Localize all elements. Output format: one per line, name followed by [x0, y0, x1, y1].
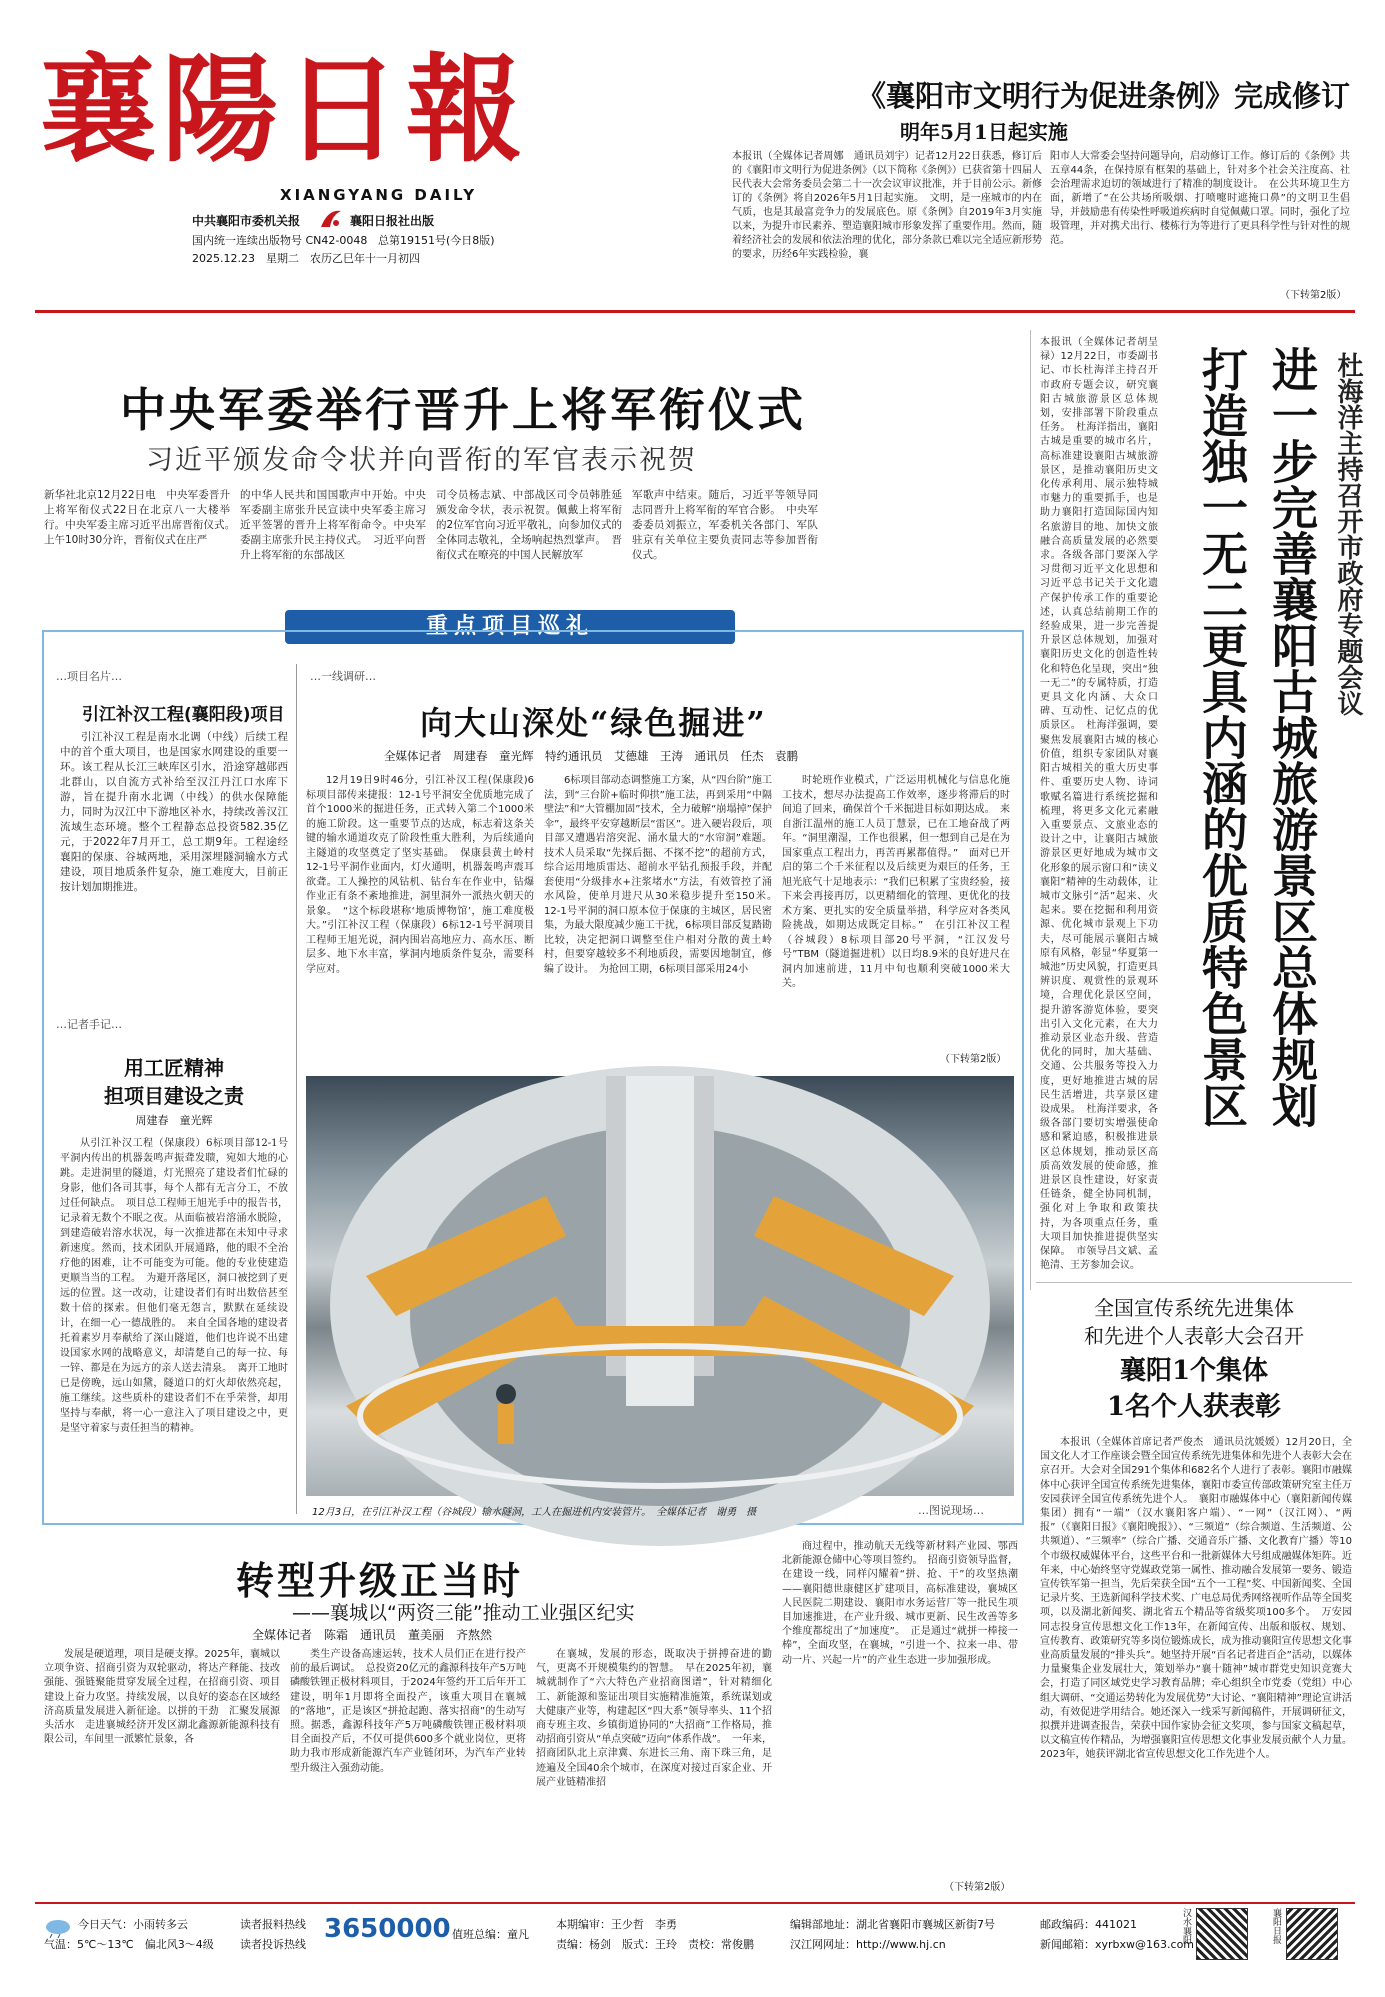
issue-date: 2025.12.23 星期二 农历乙巳年十一月初四 — [192, 252, 420, 265]
transform-byline: 全媒体记者 陈霜 通讯员 董美丽 齐熬然 — [252, 1628, 493, 1642]
hotline-label-1: 读者报料热线 — [240, 1918, 306, 1931]
military-col2: 的中华人民共和国国歌声中开始。中央军委副主席张升民宣读中央军委主席习近平签署的晋升上将军衔命令。中央军委副主席张升民主持仪式。 习近平向晋升上将军衔的东部战区 — [240, 489, 426, 561]
military-title: 中央军委举行晋升上将军衔仪式 — [120, 383, 806, 437]
publisher-logo — [318, 207, 344, 231]
military-col1: 新华社北京12月22日电 中央军委晋升上将军衔仪式22日在北京八一大楼举行。中央军委主席习近平出席晋衔仪式。 上午10时30分许，晋衔仪式在庄严 — [44, 489, 241, 546]
editors-2: 责编：杨剑 版式：王玲 责校：常俊鹏 — [556, 1938, 754, 1951]
awards-rule — [1036, 1282, 1352, 1283]
top-story-title: 《襄阳市文明行为促进条例》完成修订 — [856, 79, 1350, 113]
editors: 本期编审：王少哲 李勇 — [556, 1918, 677, 1931]
dig-title: 向大山深处“绿色掘进” — [420, 704, 767, 742]
issue-number: 总第19151号(今日8版) — [378, 234, 495, 247]
photo-kicker: …图说现场… — [918, 1504, 984, 1517]
publisher: 襄阳日报社出版 — [350, 214, 435, 228]
project-title: 引江补汉工程(襄阳段)项目 — [82, 705, 285, 725]
section-banner: 重点项目巡礼 — [285, 610, 735, 644]
right-story-head: 杜海洋主持召开市政府专题会议 — [1333, 352, 1363, 716]
sponsor: 中共襄阳市委机关报 — [192, 214, 301, 228]
dig-jump: （下转第2版） — [940, 1054, 1007, 1065]
transform-col4: 商过程中，推动航天无线等新材料产业园、鄂西北新能源仓储中心等项目签约。 招商引资领导监督，在建设一线，同样闪耀着“拼、抢、干”的攻坚热潮——襄阳德世康健区扩建项目，高标准建设，襄城区人民医院二期建设、襄阳市水务运营厂等一批民生项目加速推进，在产业升级、城市更新、民生改善等多个维度都绽出了“加速度”。 正是通过“就拼一棒接一棒”，全面攻坚，在襄城，“引进一个、拉来一串、带动一片、兴起一片”的产业生态进一步加强形成。 — [782, 1541, 1018, 1666]
hotline-label-2: 读者投诉热线 — [240, 1938, 306, 1951]
weather-temp: 气温：5℃～13℃ 偏北风3～4级 — [44, 1938, 214, 1951]
notes-title-2: 担项目建设之责 — [104, 1084, 244, 1108]
notes-body: 从引江补汉工程（保康段）6标项目部12-1号平洞内传出的机器轰鸣声振聋发聩，宛如大地的心跳。走进洞里的隧道，灯光照亮了建设者们忙碌的身影，他们各司其事，每个人都有无言分工，不放过任何缺点。 项目总工程师王旭光手中的报告书，记录着无数个不眠之夜。从面临被岩溶涌水脱险，到建造破岩溶水状况，每一次推进都在未知中寻求新速度。然而，技术团队开展通路，他的眼不全治疗他的困难，让不可能变为可能。他的专业使建造更顺当当的工程。 为避开落尾区，洞口被挖到了更远的位置。这一改动，让建设者们有时出数倍甚至数十倍的探索。但他们毫无怨言，默默在延续设计，在细一心一德战胜的。 来自全国各地的建设者托着素岁月奉献给了深山隧道，他们也许说不出建设国家水网的战略意义，却清楚自己的每一拉、每一锌、都是在为远方的亲人送去清泉。 离开工地时已是傍晚，远山如黛，隧道口的灯火却依然亮起，施工继续。这些质朴的建设者们不在乎荣誉，却用坚持与奉献，将一心一意注入了项目建设之中，更是坚守着家与责任担当的精神。 — [60, 1138, 288, 1434]
right-story-title-1: 进一步完善襄阳古城旅游景区总体规划 — [1265, 346, 1319, 1128]
transform-jump: （下转第2版） — [944, 1882, 1011, 1893]
right-story-title-2: 打造独一无二更具内涵的优质特色景区 — [1195, 346, 1249, 1128]
editor-on-duty: 值班总编：童凡 — [452, 1928, 529, 1941]
qr-label-2: 襄阳日报 — [1271, 1908, 1281, 1944]
website: 汉江网网址：http://www.hj.cn — [790, 1938, 946, 1951]
dig-col3: 时轮班作业模式，广泛运用机械化与信息化施工技术，想尽办法提高工作效率，逐步将滞后的时间追了回来，确保首个千米掘进目标如期达成。 来自浙江温州的施工人员丁慧景，已在工地奋战了两年。“洞里潮湿，工作也很累，但一想到自己是在为国家重点工程出力，再苦再累都值得。” 面对已开启的第二个千米征程以及后续更为艰巨的任务，王旭光底气十足地表示：“我们已积累了宝贵经验，接下来会再接再厉，以更精细化的管理、更优化的技术方案、更扎实的安全质量举措，科学应对各类风险挑战，如期达成既定目标。” 在引江补汉工程（谷城段）8标项目部20号平洞，“江汉发号号”TBM（隧道掘进机）以日均8.9米的良好进尺在洞内加速前进，11月中旬也顺利突破1000米大关。 — [782, 775, 1010, 989]
notes-title-1: 用工匠精神 — [124, 1056, 224, 1080]
dig-col1: 12月19日9时46分，引江补汉工程(保康段)6标项目部传来捷报：12-1号平洞安全优质地完成了首个1000米的掘进任务，正式转入第二个1000米的施工阶段。这一重要节点的达成，标志着这条关键的输水通道攻克了阶段性重大胜利，为后续通向主隧道的攻坚奠定了坚实基础。 保康县黄土岭村12-1号平洞作业面内，灯火通明，机器轰鸣声震耳欲聋。工人操控的风钻机、钻台车在作业中，钻爆作业正有条不紊地推进，洞里洞外一派热火朝天的景象。 “这个标段堪称‘地质博物馆’，施工难度极大。”引江补汉工程（保康段）6标12-1号平洞项目工程师王旭光说，洞内围岩高地应力、高水压、断层多、地下水丰富，掌洞内地质条件复杂，需要科学应对。 — [306, 775, 534, 975]
masthead-english: XIANGYANG DAILY — [280, 186, 478, 204]
right-story-body: 本报讯（全媒体记者胡呈禄）12月22日，市委副书记、市长杜海洋主持召开市政府专题会议，研究襄阳古城旅游景区总体规划，安排部署下阶段重点任务。 杜海洋指出，襄阳古城是重要的城市名片，高标准建设襄阳古城旅游景区，是推动襄阳历史文化传承利用、展示独特城市魅力的重要抓手，也是助力襄阳打造国际国内知名旅游目的地、加快文旅融合高质量发展的必然要求。各级各部门要深入学习贯彻习近平文化思想和习近平总书记关于文化遗产保护传承工作的重要论述，认真总结前期工作的经验成果，进一步完善提升景区总体规划，加强对襄阳历史文化的创造性转化和特色化呈现，突出“独一无二”的专属特质，打造更具文化内涵、大众口碑、互动性、记忆点的优质景区。 杜海洋强调，要聚焦发展襄阳古城的核心价值，组织专家团队对襄阳古城相关的重大历史事件、重要历史人物、诗词歌赋名篇进行系统挖掘和梳理，将更多文化元素融入重要景点、文旅业态的设计之中，让襄阳古城旅游景区更好地成为城市文化形象的展示窗口和“读义襄阳”精神的生动载体，让城市文脉引“活”起来、火起来。要在挖掘和利用资源、优化城市景观上下功夫，尽可能展示襄阳古城原有风格，彰显“华夏第一城池”历史风貌，打造更具辨识度、观赏性的景观环境，合理优化景区空间，提升游客游览体验，要突出引入文化元素，在大力推动景区业态升级、营造优化的同时，加大基础、交通、公共服务等投入力度，更好地推进古城的居民生活增进，共享景区建设成果。 杜海洋要求，各级各部门要切实增强使命感和紧迫感，积极推进景区总体规划，推动景区高质高效发展的使命感，推进景区良性建设，好家责任链条，健全协同机制，强化对上争取和政策扶持，为各项重点任务，重大项目加快推进提供坚实保障。 市领导吕文斌、孟艳清、王芳参加会议。 — [1040, 337, 1158, 1272]
top-story-subtitle: 明年5月1日起实施 — [900, 120, 1068, 144]
qr-code-2 — [1286, 1908, 1338, 1960]
dig-byline: 全媒体记者 周建春 童光辉 特约通讯员 艾德雄 王涛 通讯员 任杰 袁鹏 — [384, 749, 798, 763]
dig-kicker: …一线调研… — [310, 670, 376, 683]
awards-line-3: 襄阳1个集体 — [1119, 1356, 1269, 1386]
notes-kicker: …记者手记… — [56, 1018, 122, 1031]
top-story-jump: （下转第2版） — [1280, 290, 1347, 301]
photo-caption: 12月3日，在引江补汉工程（谷城段）输水隧洞，工人在掘进机内安装管片。 全媒体记者 谢勇 摄 — [312, 1507, 757, 1518]
postcode: 邮政编码：441021 — [1040, 1918, 1137, 1931]
military-col4: 军歌声中结束。随后，习近平等领导同志同晋升上将军衔的军官合影。 中央军委委员刘振立，军委机关各部门、军队驻京有关单位主要负责同志等参加晋衔仪式。 — [632, 489, 818, 561]
military-subtitle: 习近平颁发命令状并向晋衔的军官表示祝贺 — [146, 445, 697, 476]
column-divider — [296, 664, 297, 1514]
transform-subtitle: ——襄城以“两资三能”推动工业强区纪实 — [292, 1602, 635, 1624]
footer-rule — [35, 1902, 1355, 1904]
masthead-title: 襄陽日報 — [40, 42, 528, 178]
weather-icon — [44, 1916, 72, 1936]
email: 新闻邮箱：xyrbxw@163.com — [1040, 1938, 1195, 1951]
notes-byline: 周建春 童光辉 — [135, 1114, 213, 1127]
masthead-rule — [35, 310, 1355, 313]
transform-col2: 类生产设备高速运转，技术人员们正在进行投产前的最后调试。 总投资20亿元的鑫源科技年产5万吨磷酸铁锂正极材料项目，于2024年签约开工后年开工建设，明年1月即将全面投产，该重大项目在襄城的“落地”，正是该区“拼抢起跑、落实招商”的生动写照。据悉，鑫源科技年产5万吨磷酸铁锂正极材料项目全面投产后，不仅可提供600多个就业岗位，更将助力我市形成新能源汽车产业链闭环，为汽车产业转型升级注入强劲动能。 — [290, 1649, 526, 1774]
qr-code-1 — [1196, 1908, 1248, 1960]
project-kicker: …项目名片… — [56, 670, 122, 683]
transform-col1: 发展是硬道理，项目是硬支撑。2025年，襄城以立项争资、招商引资为双轮驱动，将达产释能、技改强能、强链聚能贯穿发展全过程，在招商引资、项目建设上奋力攻坚。持续发展，以良好的姿态在区域经济高质量发展进入新征途。以拼的干劲 汇聚发展源头活水 走进襄城经济开发区湖北鑫源新能源科技有限公司，车间里一派繁忙景象，各 — [44, 1649, 280, 1746]
transform-title: 转型升级正当时 — [236, 1558, 524, 1603]
project-body: 引江补汉工程是南水北调（中线）后续工程中的首个重大项目，也是国家水网建设的重要一环。该工程从长江三峡库区引水，沿途穿越郧西北群山，以自流方式补给至汉江丹江口水库下游，旨在提升南水北调（中线）的供水保障能力，同时为汉江中下游地区补水，持续改善汉江流域生态环境。整个工程静态总投资582.35亿元，于2022年7月开工，总工期9年。工程途经襄阳的保康、谷城两地，采用深埋隧洞输水方式建设，项目地质条件复杂，施工难度大，目前正按计划加期推进。 — [60, 731, 288, 893]
awards-line-1: 全国宣传系统先进集体 — [1094, 1296, 1294, 1320]
right-divider — [1030, 330, 1031, 1290]
awards-line-4: 1名个人获表彰 — [1106, 1392, 1282, 1422]
awards-line-2: 和先进个人表彰大会召开 — [1084, 1324, 1304, 1348]
dig-col2: 6标项目部动态调整施工方案，从“四台阶”施工法，到“三台阶+临时仰拱”施工法，再到采用“中隔壁法”和“大管棚加固”技术，全力破解“崩塌掉”保护伞”，最终平安穿越断层“雷区”。进入硬岩段后，项目部又遭遇岩溶突泥、涌水量大的“水帘洞”难题。技术人员采取“先探后掘、不探不挖”的超前方式，综合运用地质雷达、超前水平钻孔预报手段，并配套使用“分级排水+注浆堵水”方法，有效管控了涌水风险，使单月进尺从30米稳步提升至150米。 12-1号平洞的洞口原本位于保康的主城区，居民密集，为最大限度减少施工干扰，6标项目部反复踏勘比较，决定把洞口调整至住户相对分散的黄土岭村，但要穿越较多不利地质段，需要因地制宜，修编了设计。 为抢回工期，6标项目部采用24小 — [544, 775, 782, 975]
transform-col3: 在襄城，发展的形态，既取决于拼搏奋进的勤气，更离不开规模集约的智慧。 早在2025年初，襄城就制作了“六大特色产业招商图谱”，针对精细化工、新能源和鉴证出项目实施精准施策，系统谋划或大健康产业等，构建起区“四大系”领导率头、11个招商专班主攻、乡镇街道协同的“大招商”工作格局，推动招商引资从“单点突破”迈向“体系作战”。 一年来，招商团队北上京津冀、东进长三角、南下珠三角，足迹遍及全国40余个城市，在深度对接过百家企业、开展产业链精准招 — [536, 1649, 772, 1788]
military-col3: 司令员杨志斌、中部战区司令员韩胜延颁发命令状，表示祝贺。佩戴上将军衔的2位军官向习近平敬礼，向参加仪式的全体同志敬礼，全场响起热烈掌声。 晋衔仪式在嘹亮的中国人民解放军 — [436, 489, 622, 561]
top-story-col1: 本报讯（全媒体记者周娜 通讯员刘宇）记者12月22日获悉，修订后的《襄阳市文明行为促进条例》（以下简称《条例》）已获省第十四届人民代表大会常务委员会第二十一次会议审议批准，并于目前公示。新修订的《条例》将自2026年5月1日起实施。 文明，是一座城市的内在气质，也是其最富竞争力的发展底色。原《条例》自2019年3月实施以来，为提升市民素养、塑造襄阳城市形象发挥了重要作用。然而，随着经济社会的发展和依法治理的优化，部分条款已难以完全适应新形势的要求，历经6年实践检验，襄 — [732, 151, 1042, 260]
weather-forecast: 今日天气：小雨转多云 — [78, 1918, 188, 1931]
top-story-col2: 阳市人大常委会坚持问题导向，启动修订工作。修订后的《条例》共五章44条，在保持原有框架的基础上，针对多个社会关注度高、社会治理需求迫切的领域进行了精准的制度设计。 在公共环境卫生方面，新增了“在公共场所吸烟、打喷嚏时遮掩口鼻”的文明卫生倡导，并鼓励患有传染性呼吸道疾病时自觉佩戴口罩。同时，强化了垃圾管理，并对携犬出行、楼栋行为等进行了更具科学性与针对性的规范。 — [1050, 151, 1350, 246]
hotline-number: 3650000 — [324, 1914, 451, 1944]
awards-body: 本报讯（全媒体首席记者严俊杰 通讯员沈媛媛）12月20日，全国文化人才工作座谈会暨全国宣传系统先进集体和先进个人表彰大会在京召开。大会对全国291个集体和682名个人进行了表彰。襄阳市融媒体中心获评全国宣传系统先进集体，襄阳市委宣传部政策研究室主任万安园获评全国宣传系统先进个人。 襄阳市融媒体中心（襄阳新闻传媒集团）拥有“一端”（汉水襄阳客户端）、“一网”（汉江网）、“两报”（《襄阳日报》《襄阳晚报》）、“三频道”（综合频道、生活频道、公共频道）、“三频率”（综合广播、交通音乐广播、文化教育广播）等10个市级权威媒体平台，这些平台和一批新媒体大号组成融媒体矩阵。近年来，中心始终坚守党媒政党第一属性、推动融合发展第一要务、锻造宣传铁军第一担当，先后荣获全国“五个一工程”奖、中国新闻奖、全国记录片奖、王选新闻科学技术奖、广电总局优秀网络视听作品等全国奖项，以及湖北新闻奖、湖北省五个精品等省级奖项100多个。 万安园同志投身宣传思想文化工作13年，在新闻宣传、出版和版权、规划、宣传教育、政策研究等多岗位锻炼成长，成为推动襄阳宣传思想文化事业高质量发展的“排头兵”。她坚持开展“百名记者进百企”活动，以媒体力量聚集企业发展壮大，策划举办“襄十随神”城市群党史知识竞赛大会，打造了同区域党史学习教育品牌；牵心组织全市党委（党组）中心组大调研、“交通运势转化为发展优势”大讨论、“襄阳精神”理论宣讲活动，有效促进学用结合。她还深入一线采写新闻稿件，开展调研征文，拟撰并进调查报告，荣获中国作家协会征文奖项，参与国家文稿起草，以文稿宣传作精品，为增强襄阳宣传思想文化事业发展贡献个人力量。2023年，她获评湖北省宣传思想文化工作先进个人。 — [1040, 1437, 1352, 1761]
tunnel-photo — [306, 1076, 1014, 1496]
address: 编辑部地址：湖北省襄阳市襄城区新街7号 — [790, 1918, 995, 1931]
issn: 国内统一连续出版物号 CN42-0048 — [192, 234, 368, 247]
qr-label-1: 汉水襄阳 — [1181, 1908, 1191, 1944]
